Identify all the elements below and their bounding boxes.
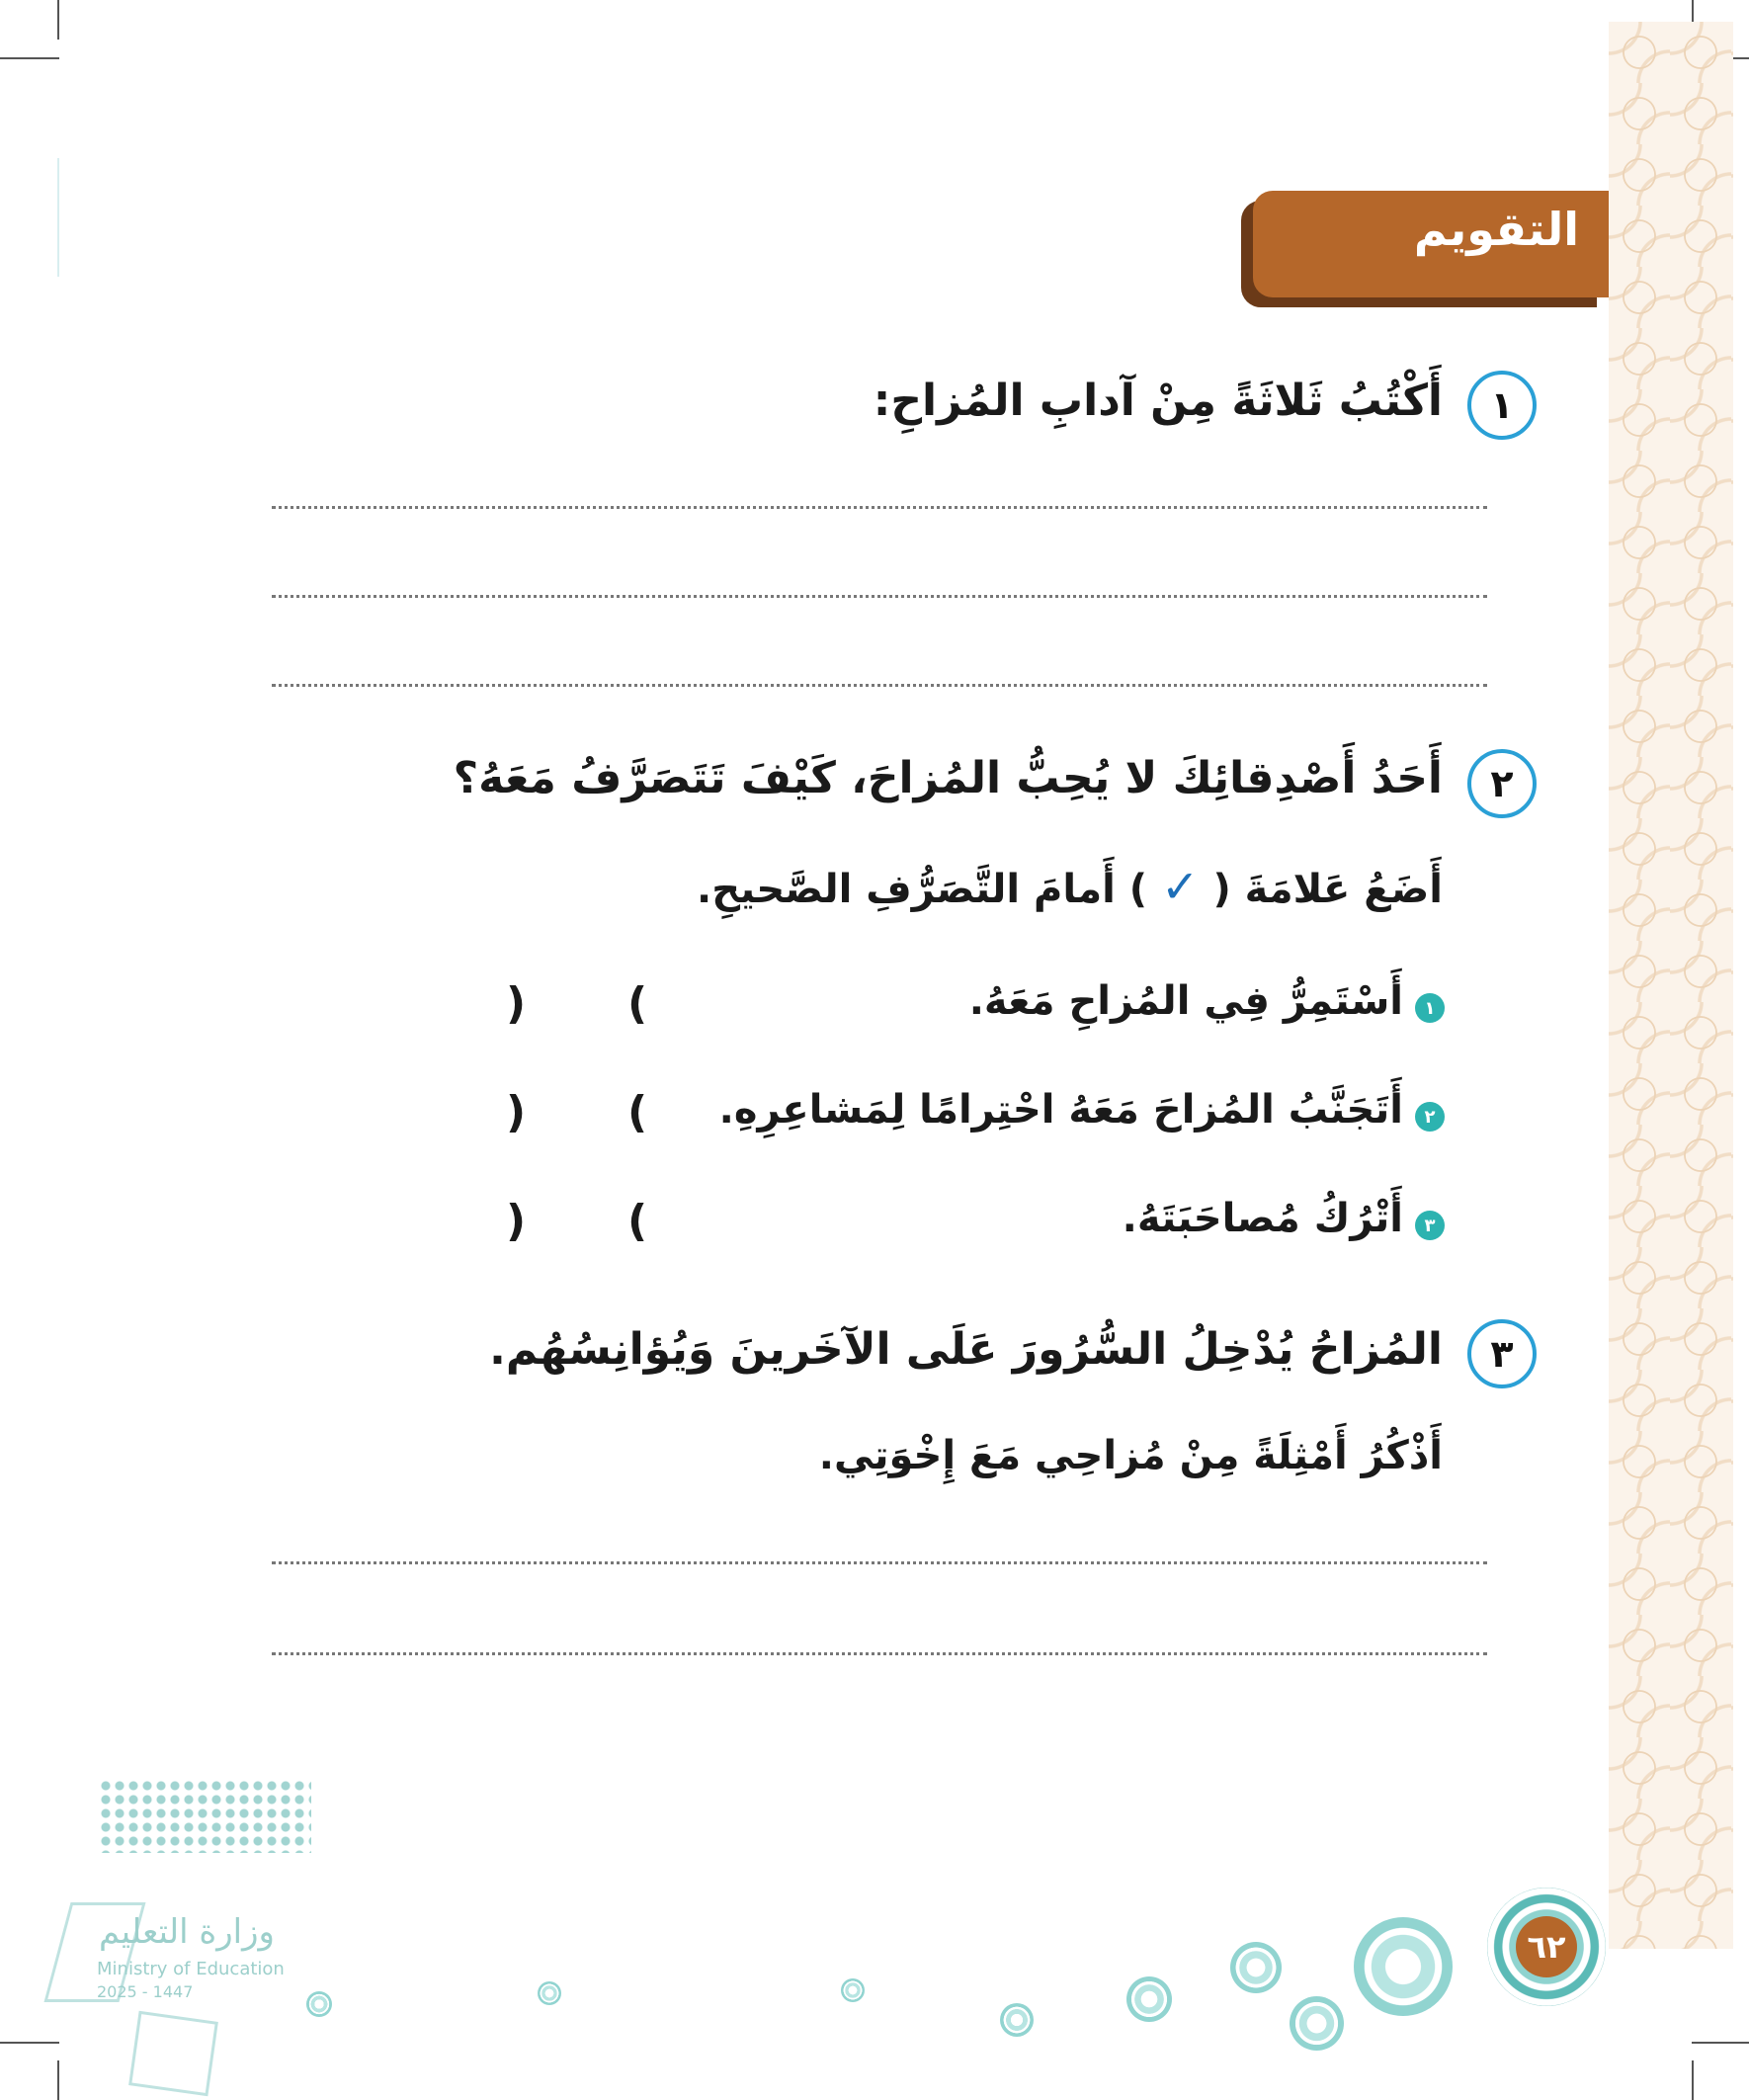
question-2-instruction [697,860,1443,913]
answer-paren-open: ( [627,1087,648,1137]
side-ornament-pattern [1609,22,1733,1949]
decorative-flower-icon [841,1978,865,2002]
instruction-start: أَضَعُ عَلامَةَ ( [1212,867,1443,912]
ministry-logo-shape [128,2011,218,2097]
answer-line[interactable] [272,506,1487,509]
margin-line [57,158,59,277]
decorative-flower-icon [1000,2003,1034,2037]
option-1-text: أَسْتَمِرُّ فِي المُزاحِ مَعَهُ. [968,978,1403,1024]
decorative-flower-icon [306,1991,332,2017]
page-number: ٦٢ [1516,1916,1577,1977]
option-number-1: ١ [1415,993,1445,1023]
section-banner [1253,191,1609,297]
crop-mark [0,2042,59,2044]
answer-box-3[interactable] [534,1201,623,1250]
question-2-text: أَحَدُ أَصْدِقائِكَ لا يُحِبُّ المُزاحَ، كَيْفَ تَتَصَرَّفُ مَعَهُ؟ [453,753,1443,803]
crop-mark [57,2060,59,2100]
answer-box-1[interactable] [534,983,623,1033]
answer-paren-close: ) [506,1087,527,1137]
answer-paren-close: ) [506,978,527,1029]
decorative-flower-icon [1354,1917,1453,2016]
crop-mark [0,57,59,59]
ministry-name-arabic: وزارة التعليم [99,1912,275,1952]
decorative-flower-icon [1126,1976,1172,2022]
crop-mark [57,0,59,40]
answer-paren-close: ) [506,1196,527,1246]
crop-mark [1692,2042,1749,2044]
ministry-name-english: Ministry of Education [97,1959,285,1979]
crop-mark [1692,2060,1694,2100]
answer-paren-open: ( [627,1196,648,1246]
question-number-3: ٣ [1467,1319,1537,1388]
ministry-year: 2025 - 1447 [97,1982,194,2001]
instruction-end: ) أَمامَ التَّصَرُّفِ الصَّحيحِ. [697,867,1148,912]
answer-line[interactable] [272,684,1487,687]
question-1-text: أَكْتُبُ ثَلاثَةً مِنْ آدابِ المُزاحِ: [873,376,1443,426]
decorative-flower-icon [1230,1942,1282,1993]
question-number-2: ٢ [1467,749,1537,818]
ministry-logo-dots [99,1779,311,1853]
option-3-text: أَتْرُكُ مُصاحَبَتَهُ. [1122,1196,1403,1241]
question-3-text: المُزاحُ يُدْخِلُ السُّرُورَ عَلَى الآخَرينَ وَيُؤانِسُهُم. [489,1324,1443,1375]
option-number-2: ٢ [1415,1102,1445,1132]
question-number-1: ١ [1467,371,1537,440]
answer-line[interactable] [272,595,1487,598]
answer-box-2[interactable] [534,1092,623,1141]
decorative-flower-icon [538,1981,561,2005]
option-2-text: أَتَجَنَّبُ المُزاحَ مَعَهُ احْتِرامًا لِمَشاعِرِهِ. [718,1087,1403,1133]
check-mark-icon: ✓ [1160,860,1200,913]
answer-line[interactable] [272,1561,1487,1564]
option-number-3: ٣ [1415,1211,1445,1240]
question-3-subtext: أَذْكُرُ أَمْثِلَةً مِنْ مُزاحِي مَعَ إِخْوَتِي. [818,1433,1443,1478]
decorative-flower-icon [1290,1996,1344,2051]
section-title: التقويم [1413,203,1579,256]
answer-paren-open: ( [627,978,648,1029]
answer-line[interactable] [272,1652,1487,1655]
